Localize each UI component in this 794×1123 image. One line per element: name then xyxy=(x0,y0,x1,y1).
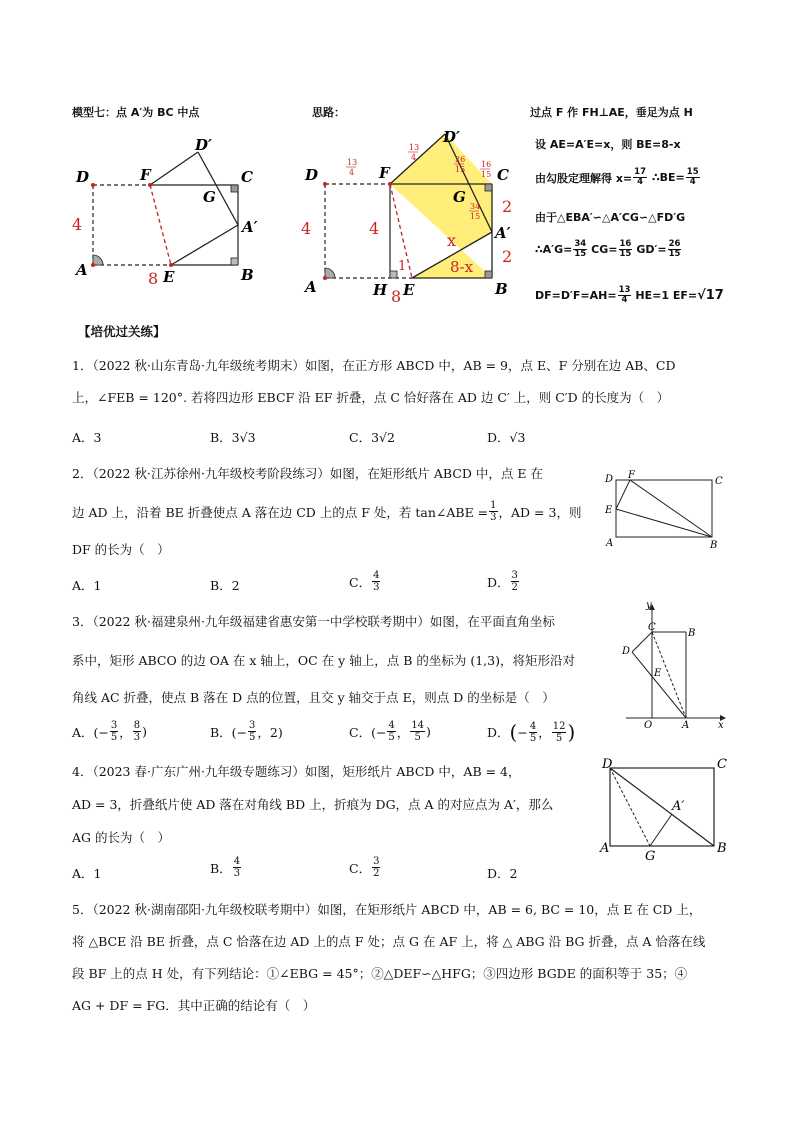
svg-text:D: D xyxy=(605,474,614,485)
fig2-label-E: E xyxy=(403,281,415,299)
svg-text:y: y xyxy=(646,600,652,611)
q4-option-b[interactable]: B． $\frac{4}{3}$ xyxy=(210,856,241,879)
step-2: 设 AE=A′E=x，则 BE=8-x xyxy=(535,138,681,151)
fig1-label-A: A xyxy=(76,261,88,279)
q4-stem-line1: 4．（2023 春·广东广州·九年级专题练习）如图，矩形纸片 ABCD 中，AB = 4， xyxy=(72,764,521,779)
step-6: DF=D′F=AH= $\frac{13}{4}$ HE=1 EF= √17 xyxy=(535,285,724,305)
fig2-label-G: G xyxy=(453,188,466,206)
q4-option-a[interactable]: A．1 xyxy=(72,866,102,881)
q5-stem-line2: 将 △BCE 沿 BE 折叠，点 C 恰落在边 AD 上的点 F 处；点 G 在 AF 上，将 △ ABG 沿 BG 折叠，点 A 恰落在线 xyxy=(72,934,706,949)
svg-text:B: B xyxy=(688,628,696,639)
svg-text:13: 13 xyxy=(409,143,420,152)
q2-option-a[interactable]: A．1 xyxy=(72,578,102,593)
fig1-label-B: B xyxy=(241,266,254,284)
q3-figure xyxy=(608,600,728,730)
q2-option-c[interactable]: C． $\frac{4}{3}$ xyxy=(349,570,380,593)
svg-text:x: x xyxy=(718,720,724,730)
q2-stem-line3: DF 的长为（ ） xyxy=(72,542,170,557)
fig1-bottom: 8 xyxy=(148,269,159,288)
q2-stem-line1: 2．（2022 秋·江苏徐州·九年级校考阶段练习）如图，在矩形纸片 ABCD 中，点 E 在 xyxy=(72,466,543,481)
svg-text:A: A xyxy=(682,720,690,730)
svg-text:C: C xyxy=(717,757,727,772)
thought-label: 思路： xyxy=(312,106,345,119)
fig1-label-Dp: D′ xyxy=(195,136,212,154)
svg-text:O: O xyxy=(644,720,653,730)
svg-text:F: F xyxy=(628,470,635,481)
fig2-eight-x: 8-x xyxy=(450,258,474,276)
fig2-label-Ap: A′ xyxy=(495,224,511,242)
svg-text:26: 26 xyxy=(455,155,466,164)
svg-text:34: 34 xyxy=(470,202,481,211)
svg-text:15: 15 xyxy=(455,165,466,174)
q4-option-c[interactable]: C． $\frac{3}{2}$ xyxy=(349,856,380,879)
svg-text:C: C xyxy=(715,476,723,487)
q4-stem-line2: AD = 3，折叠纸片使 AD 落在对角线 BD 上，折痕为 DG，点 A 的对应点为 A′，那么 xyxy=(72,797,554,812)
q1-option-a[interactable]: A．3 xyxy=(72,430,102,445)
q1-option-d[interactable]: D．√3 xyxy=(487,430,526,445)
svg-text:E: E xyxy=(605,505,613,516)
fig1-label-C: C xyxy=(241,168,253,186)
fig1-side: 4 xyxy=(72,215,83,234)
q3-stem-line1: 3．（2022 秋·福建泉州·九年级福建省惠安第一中学校联考期中）如图，在平面直角坐标 xyxy=(72,614,555,629)
q3-option-b[interactable]: B．(− $\frac{3}{5}$ ，2) xyxy=(210,720,283,743)
svg-text:B: B xyxy=(717,841,727,856)
svg-text:15: 15 xyxy=(481,170,492,179)
svg-text:16: 16 xyxy=(481,160,492,169)
q1-stem-line1: 1．（2022 秋·山东青岛·九年级统考期末）如图，在正方形 ABCD 中，AB = 9，点 E、F 分别在边 AB、CD xyxy=(72,358,676,373)
svg-text:4: 4 xyxy=(349,168,355,177)
section-title: 【培优过关练】 xyxy=(78,324,166,339)
q2-figure xyxy=(600,468,730,550)
svg-text:C: C xyxy=(648,622,656,633)
q3-stem-line3: 角线 AC 折叠，使点 B 落在 D 点的位置，且交 y 轴交于点 E，则点 D 的坐标是（ ） xyxy=(72,690,555,705)
q4-figure xyxy=(598,754,730,862)
fig2-two2: 2 xyxy=(502,247,513,266)
fig1-label-E: E xyxy=(163,268,175,286)
q5-stem-line3: 段 BF 上的点 H 处，有下列结论：①∠EBG = 45°；②△DEF∽△HFG；③四边形 BGDE 的面积等于 35；④ xyxy=(72,966,688,981)
q3-option-d[interactable]: D． ( − $\frac{4}{5}$ ， $\frac{12}{5}$ ) xyxy=(487,720,576,744)
q5-stem-line1: 5．（2022 秋·湖南邵阳·九年级校联考期中）如图，在矩形纸片 ABCD 中，AB = 6, BC = 10，点 E 在 CD 上， xyxy=(72,902,702,917)
q2-stem-line2: 边 AD 上，沿着 BE 折叠使点 A 落在边 CD 上的点 F 处，若 tan∠ABE = $\frac{1}{3}$ ，AD = 3，则 xyxy=(72,500,582,523)
step-4: 由于△EBA′∽△A′CG∽△FD′G xyxy=(535,211,686,224)
q3-option-a[interactable]: A．(− $\frac{3}{5}$ ， $\frac{8}{3}$ ) xyxy=(72,720,148,743)
fig1-label-Ap: A′ xyxy=(242,218,258,236)
model-figure-2 xyxy=(295,122,525,307)
fig2-label-Dp: D′ xyxy=(443,128,460,146)
fig1-label-G: G xyxy=(203,188,216,206)
step-3: 由勾股定理解得 x= $\frac{17}{4}$ ∴BE= $\frac{15}{4}$ xyxy=(535,167,699,187)
fig2-bottom: 8 xyxy=(391,287,402,306)
svg-text:G: G xyxy=(645,849,656,862)
svg-text:13: 13 xyxy=(347,158,358,167)
fig1-label-F: F xyxy=(140,166,151,184)
step-1: 过点 F 作 FH⊥AE，垂足为点 H xyxy=(530,106,693,119)
svg-text:A: A xyxy=(600,841,610,856)
model-title: 模型七：点 A′为 BC 中点 xyxy=(72,106,200,119)
q5-stem-line4: AG + DF = FG．其中正确的结论有（ ） xyxy=(72,998,316,1013)
fig2-label-A: A xyxy=(305,278,317,296)
q3-option-c[interactable]: C．(− $\frac{4}{5}$ ， $\frac{14}{5}$ ) xyxy=(349,720,431,743)
fig2-x: x xyxy=(447,231,457,250)
fig2-label-H: H xyxy=(373,281,388,299)
q1-option-b[interactable]: B．3√3 xyxy=(210,430,256,445)
svg-text:D: D xyxy=(602,757,613,772)
q2-option-d[interactable]: D． $\frac{3}{2}$ xyxy=(487,570,518,593)
svg-text:A: A xyxy=(606,538,614,549)
q4-option-d[interactable]: D．2 xyxy=(487,866,518,881)
svg-text:A′: A′ xyxy=(672,799,685,814)
q1-stem-line2: 上，∠FEB = 120°. 若将四边形 EBCF 沿 EF 折叠，点 C 恰好落在 AD 边 C′ 上，则 C′D 的长度为（ ） xyxy=(72,390,670,405)
fig2-one: 1 xyxy=(398,259,407,274)
svg-text:4: 4 xyxy=(411,153,417,162)
svg-text:D: D xyxy=(622,646,631,657)
fig2-two1: 2 xyxy=(502,197,513,216)
model-figure-1 xyxy=(68,130,278,290)
svg-text:B: B xyxy=(710,540,718,550)
step-5: ∴A′G= $\frac{34}{15}$ CG= $\frac{16}{15}$ GD′= $\frac{26}{15}$ xyxy=(535,239,681,259)
fig2-label-F: F xyxy=(379,164,390,182)
svg-text:15: 15 xyxy=(470,212,481,221)
q1-option-c[interactable]: C．3√2 xyxy=(349,430,395,445)
fig2-side1: 4 xyxy=(301,219,312,238)
q3-stem-line2: 系中，矩形 ABCO 的边 OA 在 x 轴上，OC 在 y 轴上，点 B 的坐标为 (1,3)，将矩形沿对 xyxy=(72,653,575,668)
fig2-side2: 4 xyxy=(369,219,380,238)
q4-stem-line3: AG 的长为（ ） xyxy=(72,830,170,845)
fig1-label-D: D xyxy=(76,168,90,186)
fig2-label-C: C xyxy=(497,166,509,184)
svg-text:E: E xyxy=(654,668,662,679)
q2-option-b[interactable]: B．2 xyxy=(210,578,240,593)
fig2-label-D: D xyxy=(305,166,319,184)
fig2-label-B: B xyxy=(495,280,508,298)
